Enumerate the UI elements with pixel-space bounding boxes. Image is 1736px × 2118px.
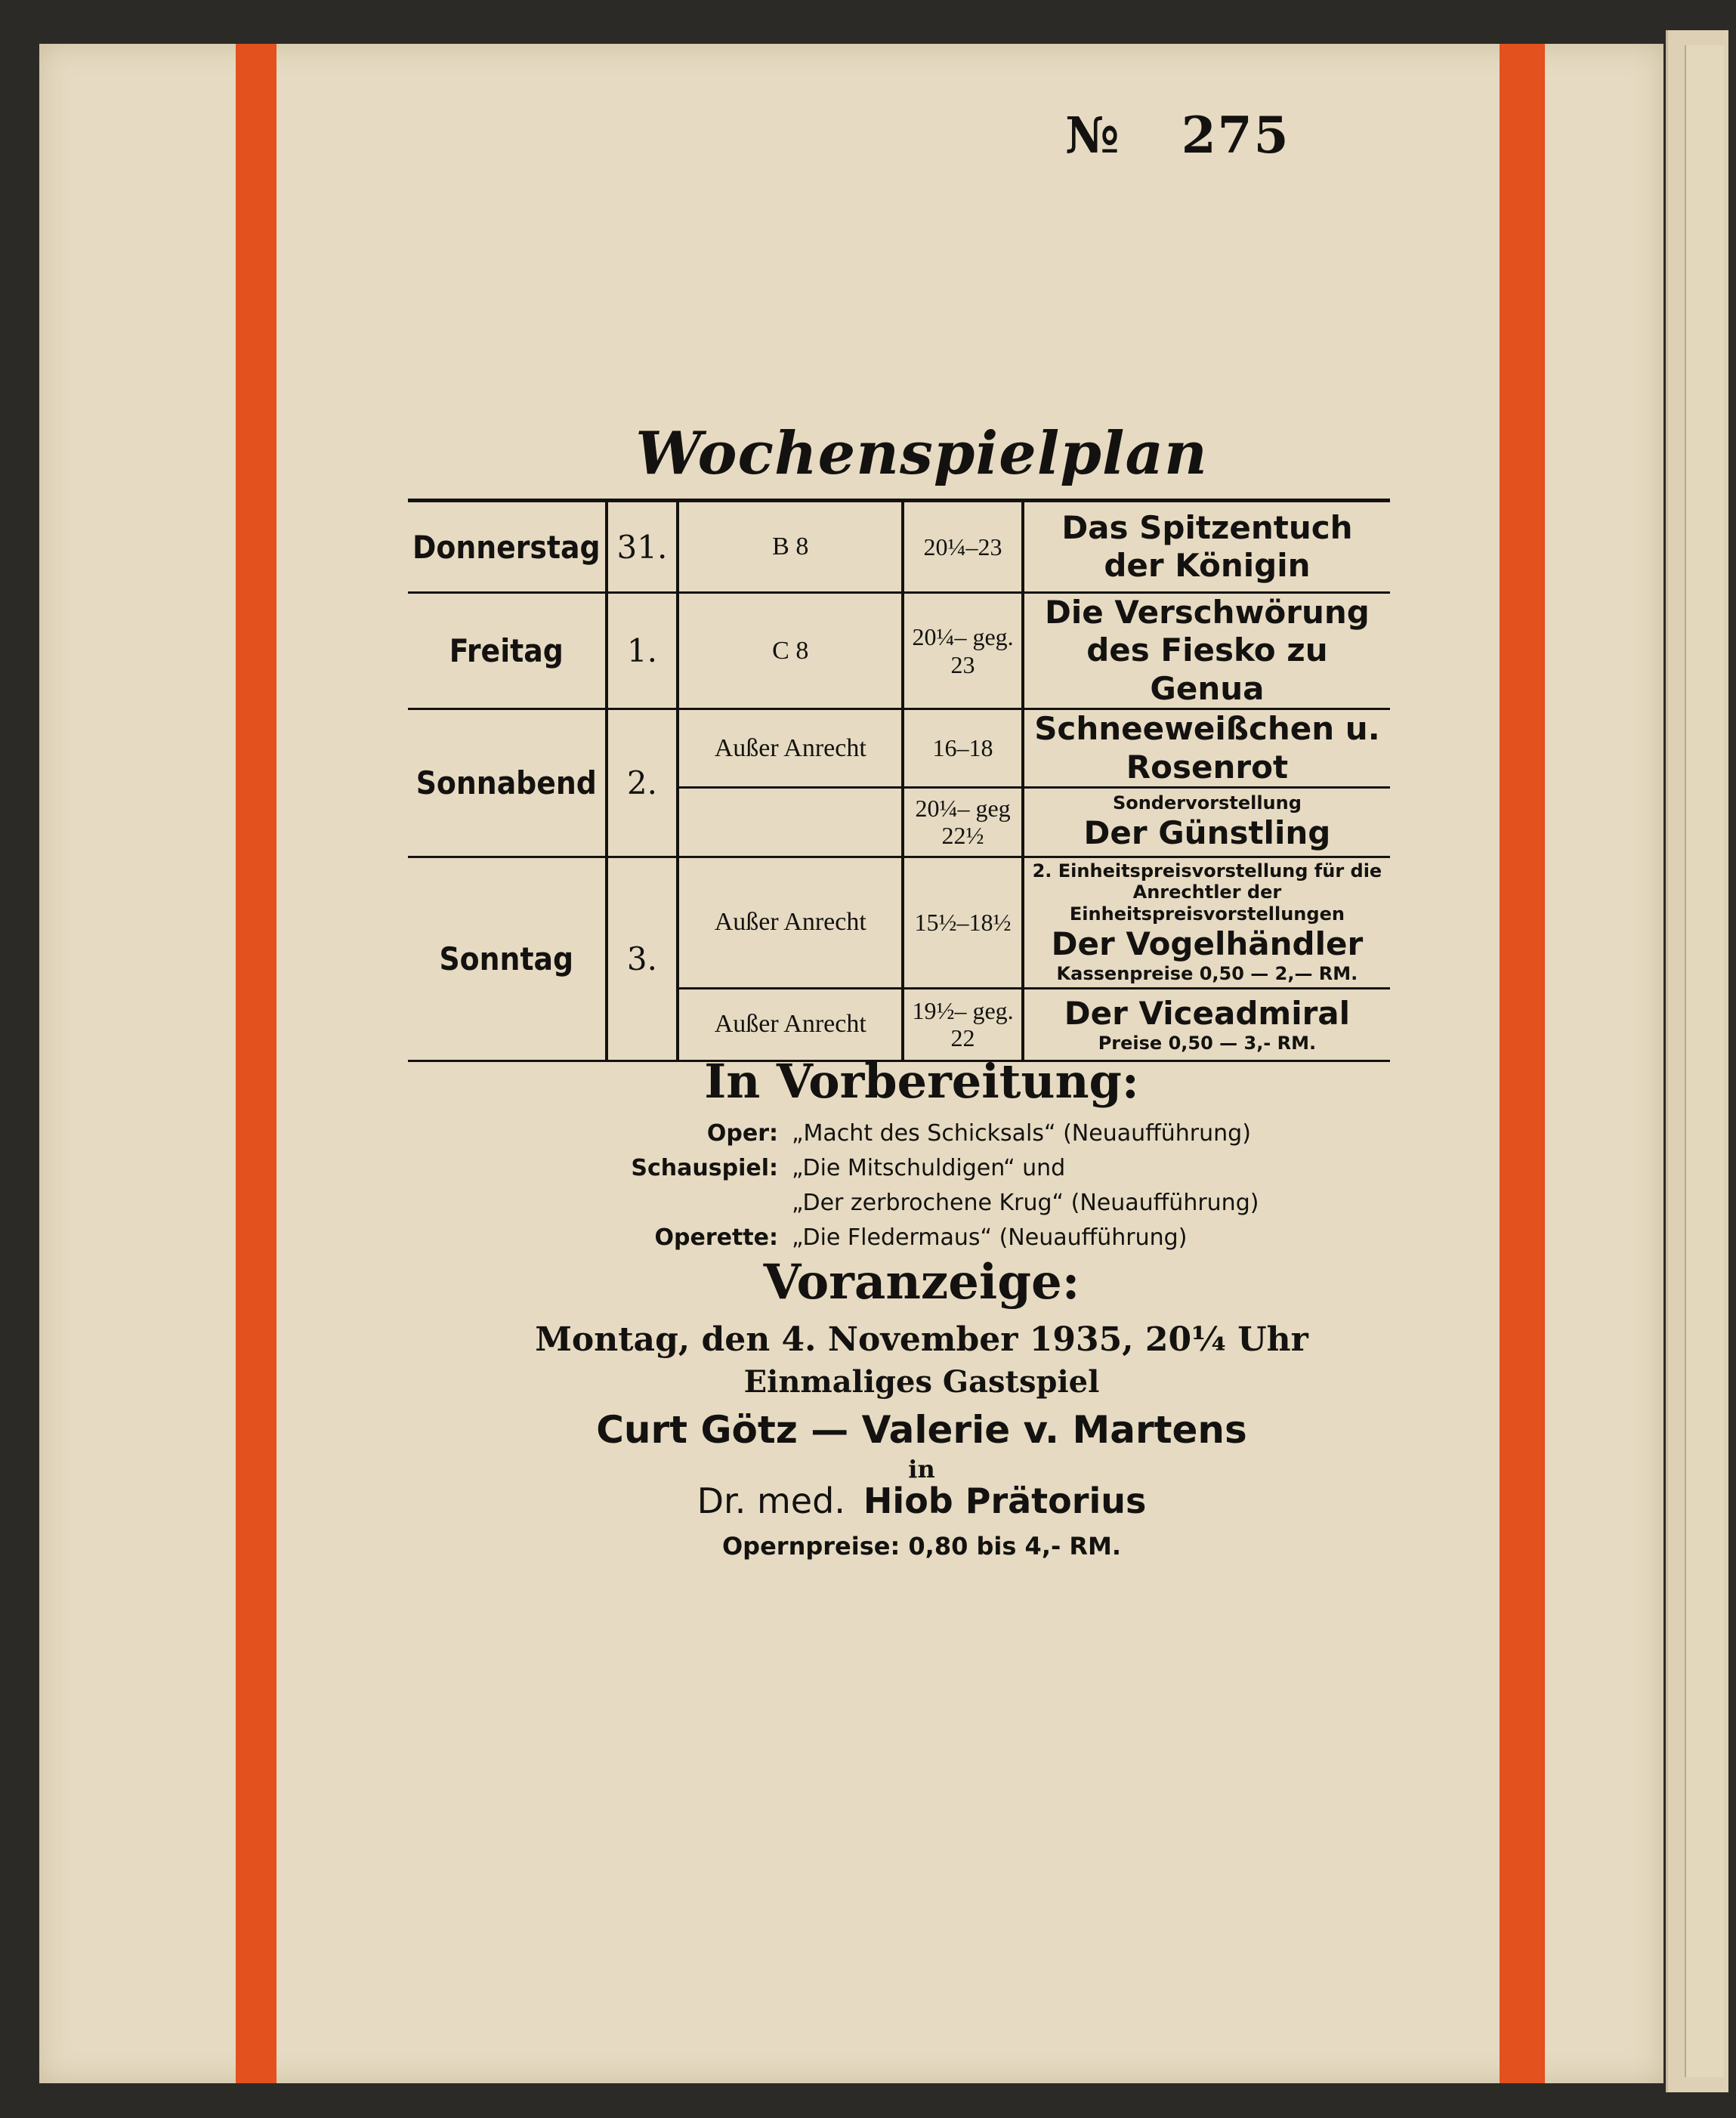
announcement-performers: Curt Götz — Valerie v. Martens: [596, 1408, 1247, 1452]
table-row: [408, 857, 1390, 988]
title-cell: [1023, 787, 1390, 857]
date-cell: 3.: [607, 857, 678, 1061]
day-cell: Freitag: [408, 593, 607, 709]
renter-cell: B 8: [678, 501, 903, 593]
announcement-date: Montag, den 4. November 1935, 20¼ Uhr: [535, 1320, 1308, 1359]
day-cell: Sonnabend: [408, 709, 607, 857]
play-prefix: Dr. med.: [697, 1480, 845, 1521]
genre-label: Schauspiel:: [631, 1155, 778, 1181]
title-cell: [1023, 988, 1390, 1061]
date-cell: 2.: [607, 709, 678, 857]
preparation-heading: In Vorbereitung:: [704, 1054, 1139, 1109]
right-red-stripe: [1500, 44, 1545, 2083]
genre-label: Oper:: [706, 1120, 778, 1147]
genre-label: [574, 1186, 792, 1221]
price-note: Preise 0,50 — 3,- RM.: [1098, 1033, 1317, 1054]
list-item: [574, 1186, 1259, 1221]
page-number-value: 275: [1181, 106, 1290, 165]
announcement-heading: Voranzeige:: [763, 1254, 1080, 1311]
price-note: Kassenpreise 0,50 — 2,— RM.: [1056, 963, 1358, 985]
play-title: Hiob Prätorius: [863, 1480, 1147, 1521]
date-cell: 1.: [607, 593, 678, 709]
announcement-connector: in: [908, 1455, 935, 1484]
page-title: Wochenspielplan: [635, 419, 1208, 488]
renter-cell: C 8: [678, 593, 903, 709]
time-cell: 19½– geg. 22: [903, 988, 1023, 1061]
renter-cell: [678, 787, 903, 857]
renter-cell: Außer Anrecht: [678, 709, 903, 788]
renter-cell: Außer Anrecht: [678, 857, 903, 988]
page-number: [1065, 106, 1290, 165]
time-cell: 15½–18½: [903, 857, 1023, 988]
page-edge-inner: [1685, 45, 1724, 2077]
performance-title: Der Vogelhändler: [1051, 925, 1364, 963]
date-cell: 31.: [607, 501, 678, 593]
preparation-list: [574, 1116, 1259, 1255]
title-cell: Die Verschwörung des Fiesko zu Genua: [1023, 593, 1390, 709]
title-cell: Das Spitzentuch der Königin: [1023, 501, 1390, 593]
list-item: [574, 1221, 1259, 1255]
performance-note: 2. Einheitspreisvorstellung für die Anrechtler der Einheitspreisvorstellungen: [1032, 860, 1382, 925]
title-cell: Schneeweißchen u. Rosenrot: [1023, 709, 1390, 788]
table-row: [408, 593, 1390, 709]
time-cell: 20¼– geg 22½: [903, 787, 1023, 857]
list-item: [574, 1116, 1259, 1151]
announcement-play: [408, 1480, 1435, 1521]
day-cell: Sonntag: [408, 857, 607, 1061]
performance-title: Der Günstling: [1083, 814, 1331, 851]
work-title: „Die Mitschuldigen“ und: [792, 1155, 1066, 1181]
performance-note: Sondervorstellung: [1112, 792, 1302, 814]
announcement-event-type: Einmaliges Gastspiel: [743, 1364, 1100, 1400]
day-cell: Donnerstag: [408, 501, 607, 593]
time-cell: 20¼– geg. 23: [903, 593, 1023, 709]
table-row: [408, 709, 1390, 788]
work-title: „Macht des Schicksals“ (Neuaufführung): [792, 1120, 1251, 1147]
genre-label: Operette:: [654, 1224, 778, 1251]
announcement-prices: Opernpreise: 0,80 bis 4,- RM.: [721, 1532, 1122, 1561]
left-red-stripe: [236, 44, 276, 2083]
time-cell: 20¼–23: [903, 501, 1023, 593]
time-cell: 16–18: [903, 709, 1023, 788]
performance-title: Der Viceadmiral: [1064, 994, 1351, 1032]
title-cell: [1023, 857, 1390, 988]
page-number-symbol: №: [1065, 106, 1121, 165]
work-title: „Die Fledermaus“ (Neuaufführung): [792, 1224, 1188, 1251]
renter-cell: Außer Anrecht: [678, 988, 903, 1061]
schedule-table: [408, 499, 1390, 1062]
table-row: [408, 501, 1390, 593]
work-title: „Der zerbrochene Krug“ (Neuaufführung): [792, 1190, 1259, 1216]
list-item: [574, 1151, 1259, 1186]
